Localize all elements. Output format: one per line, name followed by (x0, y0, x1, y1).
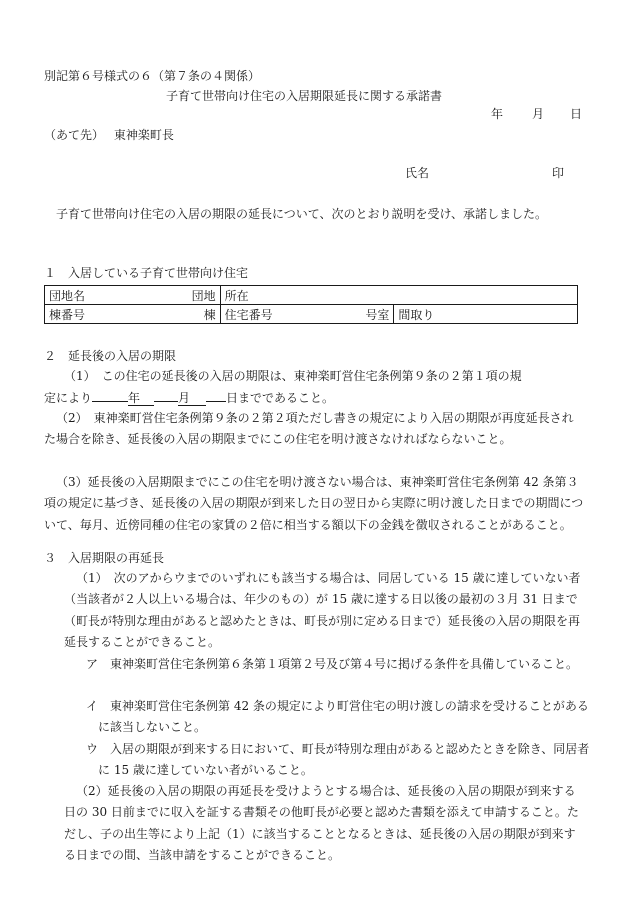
section2-item3: （3）延長後の入居期限までにこの住宅を明け渡さない場合は、東神楽町営住宅条例第 42 条第３項の規定に基づき、延長後の入居の期限が到来した日の翌日から実際に明け渡した日までの期間について、毎月、近傍同種の住宅の家賃の２倍に相当する額以下の金銭を徴収されることがあること。 (44, 475, 584, 532)
building-number-cell (45, 305, 221, 324)
section3-item-i: イ 東神楽町営住宅条例第 42 条の規定により町営住宅の明け渡しの請求を受けることがあるに該当しないこと。 (86, 699, 589, 735)
table-row (45, 305, 578, 324)
layout-cell (394, 305, 578, 324)
day-blank (206, 387, 226, 402)
building-unit-label: 棟 (203, 307, 216, 322)
date-day: 日 (570, 107, 583, 121)
addressee: （あて先） 東神楽町長 (44, 128, 174, 142)
section2-heading: ２ 延長後の入居の期限 (44, 349, 177, 363)
complex-name-cell (45, 286, 221, 305)
room-unit-label: 号室 (365, 307, 390, 322)
housing-info-table (44, 285, 578, 324)
complex-name-label: 団地名 (49, 288, 86, 303)
section3-item-u: ウ 入居の期限が到来する日において、町長が特別な理由があると認めたときを除き、同居者に 15 歳に達していない者がいること。 (86, 742, 590, 778)
section3-heading: ３ 入居期限の再延長 (44, 551, 165, 565)
section2-item2: （2） 東神楽町営住宅条例第９条の２第２項ただし書きの規定により入居の期限が再度延長された場合を除き、延長後の入居の期限までにこの住宅を明け渡さなければならないこと。 (44, 411, 574, 447)
seal-label: 印 (552, 166, 565, 180)
section1-heading: １ 入居している子育て世帯向け住宅 (44, 266, 249, 280)
complex-unit-label: 団地 (191, 288, 216, 303)
year-blank (92, 387, 128, 402)
month-unit: 月 (178, 391, 206, 406)
month-blank (154, 387, 178, 402)
section3-item-a: ア 東神楽町営住宅条例第６条第１項第２号及び第４号に掲げる条件を具備していること。 (86, 657, 579, 671)
section2-item1-line2 (44, 387, 334, 408)
name-label: 氏名 (405, 166, 430, 180)
section2-item1-prefix: 定により (44, 391, 93, 405)
table-row (45, 286, 578, 305)
section3-item1: （1） 次のアからウまでのいずれにも該当する場合は、同居している 15 歳に達していない者（当該者が２人以上いる場合は、年少のもの）が 15 歳に達する日以後の最初の３月 31 日まで（町長が特別な理由があると認めたときは、町長が別に定める日まで）延長後の入居の期限を再延長することができること。 (64, 571, 581, 650)
layout-label: 間取り (398, 307, 435, 322)
address-cell (220, 286, 577, 305)
date-year: 年 (491, 107, 504, 121)
building-number-label: 棟番号 (49, 307, 86, 322)
year-unit: 年 (128, 391, 154, 406)
document-title: 子育て世帯向け住宅の入居期限延長に関する承諾書 (166, 89, 443, 103)
section2-item1-line1: （1） この住宅の延長後の入居の期限は、東神楽町営住宅条例第９条の２第１項の規 (64, 369, 522, 383)
unit-number-cell (220, 305, 394, 324)
form-id: 別記第６号様式の６（第７条の４関係） (44, 69, 261, 83)
address-label: 所在 (224, 288, 249, 303)
date-month: 月 (532, 107, 545, 121)
unit-number-label: 住宅番号 (224, 307, 273, 322)
section3-item2: （2）延長後の入居の期限の再延長を受けようとする場合は、延長後の入居の期限が到来する日の 30 日前までに収入を証する書類その他町長が必要と認めた書類を添えて申請すること。ただし、子の出生等により上記（1）に該当することとなるときは、延長後の入居の期限が到来する日までの間、当該申請をすることができること。 (64, 784, 579, 863)
section2-item1-suffix: 日までであること。 (226, 391, 335, 405)
intro-paragraph: 子育て世帯向け住宅の入居の期限の延長について、次のとおり説明を受け、承諾しました。 (56, 207, 548, 221)
